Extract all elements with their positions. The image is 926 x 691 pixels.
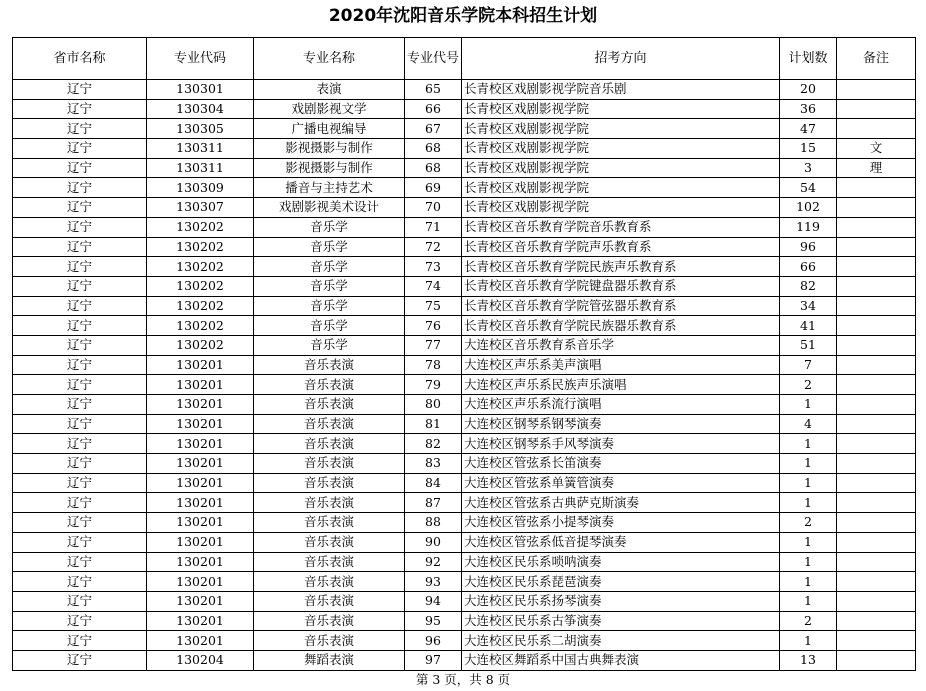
cell-plan-count: 36 [780,99,837,119]
cell-remarks [837,572,916,592]
table-header-row [13,38,916,80]
cell-province: 辽宁 [13,178,147,198]
cell-plan-count: 2 [780,611,837,631]
cell-major-name: 音乐学 [254,237,405,257]
cell-plan-count: 1 [780,395,837,415]
cell-major-code: 130201 [147,532,254,552]
cell-plan-count: 15 [780,139,837,159]
cell-major-number: 69 [405,178,462,198]
cell-direction: 长青校区音乐教育学院键盘器乐教育系 [462,276,780,296]
table-row [13,375,916,395]
cell-major-number: 87 [405,493,462,513]
cell-remarks [837,532,916,552]
cell-major-name: 戏剧影视文学 [254,99,405,119]
cell-plan-count: 1 [780,434,837,454]
cell-direction: 大连校区管弦系低音提琴演奏 [462,532,780,552]
cell-major-name: 音乐学 [254,296,405,316]
header-major-name: 专业名称 [254,38,405,80]
cell-major-code: 130201 [147,395,254,415]
cell-plan-count: 13 [780,650,837,670]
cell-province: 辽宁 [13,335,147,355]
cell-province: 辽宁 [13,139,147,159]
cell-major-number: 71 [405,217,462,237]
cell-direction: 长青校区戏剧影视学院 [462,139,780,159]
cell-plan-count: 54 [780,178,837,198]
cell-major-name: 音乐表演 [254,395,405,415]
cell-remarks [837,355,916,375]
cell-direction: 大连校区管弦系单簧管演奏 [462,473,780,493]
cell-major-number: 78 [405,355,462,375]
cell-province: 辽宁 [13,513,147,533]
cell-province: 辽宁 [13,158,147,178]
cell-major-name: 影视摄影与制作 [254,158,405,178]
cell-major-code: 130201 [147,611,254,631]
cell-plan-count: 1 [780,493,837,513]
table-row [13,493,916,513]
table-row [13,414,916,434]
cell-major-code: 130202 [147,237,254,257]
cell-major-code: 130311 [147,158,254,178]
cell-province: 辽宁 [13,198,147,218]
cell-major-name: 戏剧影视美术设计 [254,198,405,218]
cell-direction: 长青校区音乐教育学院管弦器乐教育系 [462,296,780,316]
cell-direction: 大连校区民乐系二胡演奏 [462,631,780,651]
cell-major-code: 130201 [147,473,254,493]
cell-direction: 长青校区戏剧影视学院 [462,99,780,119]
cell-direction: 大连校区声乐系美声演唱 [462,355,780,375]
cell-major-number: 65 [405,80,462,100]
cell-province: 辽宁 [13,355,147,375]
cell-province: 辽宁 [13,80,147,100]
cell-direction: 大连校区民乐系琵琶演奏 [462,572,780,592]
cell-remarks [837,650,916,670]
cell-major-name: 音乐表演 [254,454,405,474]
header-major-code: 专业代码 [147,38,254,80]
cell-plan-count: 2 [780,375,837,395]
cell-major-code: 130202 [147,335,254,355]
cell-plan-count: 1 [780,591,837,611]
table-row [13,119,916,139]
cell-remarks [837,493,916,513]
cell-major-name: 播音与主持艺术 [254,178,405,198]
cell-province: 辽宁 [13,217,147,237]
cell-major-number: 76 [405,316,462,336]
table-row [13,237,916,257]
cell-major-code: 130201 [147,355,254,375]
table-row [13,139,916,159]
header-major-number: 专业代号 [405,38,462,80]
cell-major-number: 88 [405,513,462,533]
cell-direction: 大连校区民乐系唢呐演奏 [462,552,780,572]
cell-major-code: 130201 [147,572,254,592]
cell-major-code: 130301 [147,80,254,100]
cell-plan-count: 34 [780,296,837,316]
table-row [13,276,916,296]
cell-major-number: 92 [405,552,462,572]
cell-remarks [837,80,916,100]
cell-major-name: 音乐表演 [254,434,405,454]
table-row [13,591,916,611]
cell-remarks: 文 [837,139,916,159]
cell-plan-count: 66 [780,257,837,277]
cell-major-name: 音乐学 [254,217,405,237]
cell-major-number: 74 [405,276,462,296]
cell-major-code: 130202 [147,257,254,277]
cell-major-code: 130309 [147,178,254,198]
cell-major-number: 95 [405,611,462,631]
cell-major-name: 音乐表演 [254,552,405,572]
cell-plan-count: 7 [780,355,837,375]
cell-major-number: 72 [405,237,462,257]
cell-direction: 大连校区管弦系长笛演奏 [462,454,780,474]
cell-plan-count: 1 [780,454,837,474]
cell-major-code: 130201 [147,375,254,395]
cell-major-name: 音乐表演 [254,375,405,395]
cell-plan-count: 41 [780,316,837,336]
enrollment-plan-table [12,37,916,671]
cell-province: 辽宁 [13,276,147,296]
cell-province: 辽宁 [13,454,147,474]
cell-direction: 长青校区戏剧影视学院音乐剧 [462,80,780,100]
cell-direction: 长青校区音乐教育学院声乐教育系 [462,237,780,257]
cell-major-name: 音乐表演 [254,355,405,375]
cell-province: 辽宁 [13,296,147,316]
table-row [13,434,916,454]
cell-major-code: 130201 [147,552,254,572]
cell-remarks [837,335,916,355]
cell-province: 辽宁 [13,316,147,336]
cell-remarks [837,276,916,296]
cell-major-name: 音乐学 [254,316,405,336]
cell-major-number: 81 [405,414,462,434]
cell-major-name: 音乐表演 [254,591,405,611]
cell-direction: 大连校区声乐系民族声乐演唱 [462,375,780,395]
cell-remarks [837,237,916,257]
cell-direction: 大连校区声乐系流行演唱 [462,395,780,415]
cell-remarks [837,611,916,631]
cell-major-number: 70 [405,198,462,218]
cell-direction: 长青校区戏剧影视学院 [462,198,780,218]
cell-direction: 长青校区戏剧影视学院 [462,119,780,139]
cell-major-number: 83 [405,454,462,474]
cell-major-code: 130202 [147,296,254,316]
cell-major-number: 96 [405,631,462,651]
cell-major-name: 音乐表演 [254,493,405,513]
cell-plan-count: 96 [780,237,837,257]
cell-major-name: 表演 [254,80,405,100]
table-row [13,316,916,336]
cell-major-name: 音乐表演 [254,611,405,631]
cell-major-code: 130204 [147,650,254,670]
cell-major-code: 130307 [147,198,254,218]
table-row [13,650,916,670]
cell-plan-count: 51 [780,335,837,355]
cell-remarks [837,434,916,454]
cell-major-number: 75 [405,296,462,316]
cell-major-number: 90 [405,532,462,552]
table-row [13,631,916,651]
cell-remarks [837,119,916,139]
cell-major-code: 130201 [147,513,254,533]
table-row [13,532,916,552]
cell-province: 辽宁 [13,493,147,513]
cell-direction: 大连校区民乐系扬琴演奏 [462,591,780,611]
cell-province: 辽宁 [13,257,147,277]
cell-remarks [837,631,916,651]
cell-remarks [837,178,916,198]
cell-major-number: 94 [405,591,462,611]
cell-major-code: 130305 [147,119,254,139]
cell-direction: 长青校区音乐教育学院民族器乐教育系 [462,316,780,336]
cell-major-number: 97 [405,650,462,670]
cell-major-number: 84 [405,473,462,493]
cell-remarks [837,375,916,395]
table-row [13,80,916,100]
cell-direction: 长青校区音乐教育学院民族声乐教育系 [462,257,780,277]
table-row [13,395,916,415]
cell-remarks [837,454,916,474]
cell-province: 辽宁 [13,434,147,454]
cell-province: 辽宁 [13,552,147,572]
cell-plan-count: 1 [780,631,837,651]
cell-plan-count: 1 [780,572,837,592]
cell-major-number: 68 [405,158,462,178]
table-row [13,473,916,493]
cell-direction: 大连校区民乐系古筝演奏 [462,611,780,631]
cell-major-number: 79 [405,375,462,395]
cell-major-code: 130201 [147,414,254,434]
cell-major-number: 67 [405,119,462,139]
cell-major-name: 音乐表演 [254,414,405,434]
cell-plan-count: 47 [780,119,837,139]
table-row [13,572,916,592]
cell-province: 辽宁 [13,572,147,592]
cell-remarks [837,591,916,611]
header-direction: 招考方向 [462,38,780,80]
cell-remarks [837,316,916,336]
cell-province: 辽宁 [13,611,147,631]
cell-province: 辽宁 [13,473,147,493]
cell-remarks [837,395,916,415]
cell-remarks: 理 [837,158,916,178]
table-row [13,198,916,218]
cell-major-code: 130202 [147,276,254,296]
cell-direction: 长青校区音乐教育学院音乐教育系 [462,217,780,237]
cell-direction: 大连校区音乐教育系音乐学 [462,335,780,355]
cell-direction: 大连校区管弦系古典萨克斯演奏 [462,493,780,513]
cell-remarks [837,99,916,119]
table-body [13,80,916,671]
cell-major-name: 音乐学 [254,335,405,355]
cell-major-code: 130202 [147,217,254,237]
cell-province: 辽宁 [13,237,147,257]
cell-remarks [837,513,916,533]
cell-province: 辽宁 [13,395,147,415]
cell-major-number: 82 [405,434,462,454]
header-province: 省市名称 [13,38,147,80]
cell-major-code: 130201 [147,454,254,474]
table-row [13,552,916,572]
cell-major-code: 130304 [147,99,254,119]
cell-remarks [837,217,916,237]
table-row [13,296,916,316]
cell-plan-count: 3 [780,158,837,178]
table-row [13,513,916,533]
cell-province: 辽宁 [13,650,147,670]
table-row [13,217,916,237]
table-row [13,355,916,375]
cell-plan-count: 119 [780,217,837,237]
cell-direction: 长青校区戏剧影视学院 [462,158,780,178]
cell-major-name: 音乐表演 [254,532,405,552]
cell-province: 辽宁 [13,375,147,395]
cell-major-code: 130201 [147,434,254,454]
page-footer: 第 3 页，共 8 页 [415,672,511,687]
table-row [13,158,916,178]
cell-major-code: 130201 [147,631,254,651]
header-remarks: 备注 [837,38,916,80]
cell-major-code: 130201 [147,493,254,513]
cell-major-name: 音乐表演 [254,572,405,592]
cell-direction: 大连校区钢琴系手风琴演奏 [462,434,780,454]
cell-plan-count: 102 [780,198,837,218]
cell-direction: 大连校区钢琴系钢琴演奏 [462,414,780,434]
cell-province: 辽宁 [13,119,147,139]
cell-major-name: 音乐表演 [254,473,405,493]
cell-major-name: 影视摄影与制作 [254,139,405,159]
cell-major-name: 音乐学 [254,276,405,296]
cell-plan-count: 20 [780,80,837,100]
table-row [13,178,916,198]
cell-major-number: 77 [405,335,462,355]
cell-major-name: 广播电视编导 [254,119,405,139]
table-row [13,257,916,277]
cell-major-code: 130311 [147,139,254,159]
page-title: 2020年沈阳音乐学院本科招生计划 [328,6,598,26]
cell-province: 辽宁 [13,532,147,552]
cell-major-number: 73 [405,257,462,277]
cell-major-number: 66 [405,99,462,119]
cell-major-number: 80 [405,395,462,415]
cell-major-name: 音乐表演 [254,631,405,651]
cell-plan-count: 82 [780,276,837,296]
cell-plan-count: 1 [780,552,837,572]
cell-plan-count: 1 [780,532,837,552]
cell-direction: 长青校区戏剧影视学院 [462,178,780,198]
cell-major-code: 130202 [147,316,254,336]
cell-major-name: 舞蹈表演 [254,650,405,670]
cell-remarks [837,473,916,493]
cell-major-number: 93 [405,572,462,592]
cell-plan-count: 1 [780,473,837,493]
cell-major-code: 130201 [147,591,254,611]
cell-major-number: 68 [405,139,462,159]
table-row [13,99,916,119]
header-plan-count: 计划数 [780,38,837,80]
cell-plan-count: 4 [780,414,837,434]
cell-remarks [837,414,916,434]
cell-remarks [837,296,916,316]
cell-province: 辽宁 [13,414,147,434]
table-row [13,611,916,631]
cell-major-name: 音乐学 [254,257,405,277]
table-row [13,335,916,355]
cell-province: 辽宁 [13,591,147,611]
cell-province: 辽宁 [13,99,147,119]
cell-province: 辽宁 [13,631,147,651]
cell-plan-count: 2 [780,513,837,533]
table-row [13,454,916,474]
cell-remarks [837,552,916,572]
cell-direction: 大连校区管弦系小提琴演奏 [462,513,780,533]
cell-remarks [837,198,916,218]
cell-remarks [837,257,916,277]
cell-major-name: 音乐表演 [254,513,405,533]
cell-direction: 大连校区舞蹈系中国古典舞表演 [462,650,780,670]
